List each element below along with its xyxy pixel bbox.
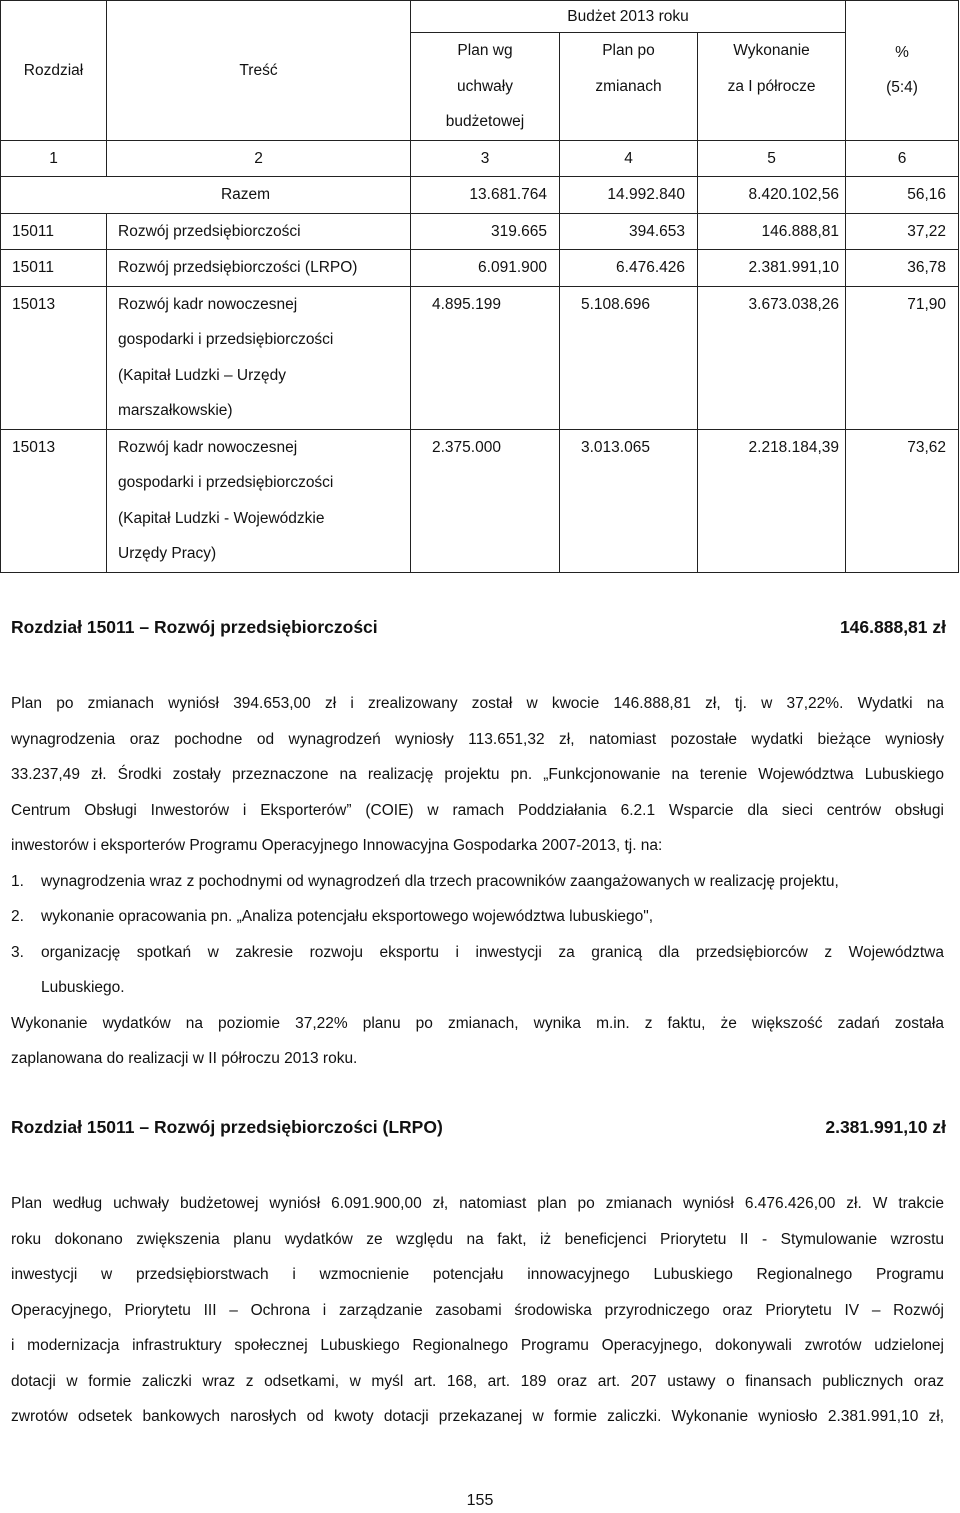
list-item xyxy=(11,935,944,1006)
row-plan: 2.375.000 xyxy=(411,429,560,572)
header-rozdzial: Rozdział xyxy=(1,1,107,141)
total-row xyxy=(1,177,959,214)
header-plan-zmian-line-2: zmianach xyxy=(595,77,662,95)
col-number: 3 xyxy=(411,140,560,177)
total-plan: 13.681.764 xyxy=(411,177,560,214)
header-wykonanie-line-2: za I półrocze xyxy=(727,77,816,95)
row-tresc-line: Rozwój kadr nowoczesnej xyxy=(118,295,298,313)
list-text: Lubuskiego. xyxy=(41,979,125,996)
list-text: wynagrodzenia wraz z pochodnymi od wynagrodzeń dla trzech pracowników zaangażowanych w realizację projektu, xyxy=(41,872,839,890)
section2-line: Plan według uchwały budżetowej wyniósł 6.091.900,00 zł, natomiast plan po zmianach wyniósł 6.476.426,00 zł. W trakcie xyxy=(11,1195,944,1212)
section2-line: i modernizacja infrastruktury społecznej Lubuskiego Regionalnego Programu Operacyjnego, dokonywali zwrotów udzielonej xyxy=(11,1337,944,1354)
section2-line: zwrotów odsetek bankowych narosłych od kwoty dotacji przekazanej w formie zaliczki. Wykonanie wyniosło 2.381.991,10 zł, xyxy=(11,1408,944,1425)
header-tresc: Treść xyxy=(107,1,411,141)
section1-title: Rozdział 15011 – Rozwój przedsiębiorczości xyxy=(11,617,378,637)
list-item xyxy=(11,899,944,935)
list-marker: 2. xyxy=(11,908,24,925)
row-tresc-line: marszałkowskie) xyxy=(118,402,233,419)
table-row xyxy=(1,213,959,250)
row-plan: 4.895.199 xyxy=(411,286,560,429)
row-tresc: Rozwój przedsiębiorczości xyxy=(107,213,411,250)
section1-line: 33.237,49 zł. Środki zostały przeznaczone na realizację projektu pn. „Funkcjonowanie na terenie Województwa Lubuskiego xyxy=(11,766,944,783)
section2-line: roku dokonano zwiększenia planu wydatków ze względu na fakt, iż beneficjenci Priorytetu II - Stymulowanie wzrostu xyxy=(11,1230,944,1248)
section2-line: Operacyjnego, Priorytetu III – Ochrona i zarządzanie zasobami środowiska przyrodniczego oraz Priorytetu IV – Rozwój xyxy=(11,1301,944,1319)
row-tresc xyxy=(107,429,411,572)
section2-amount: 2.381.991,10 zł xyxy=(825,1117,946,1137)
section1-line: wynagrodzenia oraz pochodne od wynagrodzeń wyniosły 113.651,32 zł, natomiast pozostałe wydatki bieżące wyniosły xyxy=(11,730,944,748)
section1-line: Plan po zmianach wyniósł 394.653,00 zł i zrealizowany został w kwocie 146.888,81 zł, tj. w 37,22%. Wydatki na xyxy=(11,695,944,712)
row-plan: 6.091.900 xyxy=(411,250,560,287)
row-rozdzial: 15013 xyxy=(1,429,107,572)
row-wykonanie: 3.673.038,26 xyxy=(698,286,846,429)
header-percent xyxy=(846,1,959,141)
row-rozdzial: 15011 xyxy=(1,250,107,287)
row-plan-zmian: 3.013.065 xyxy=(560,429,698,572)
section1-closing-line: Wykonanie wydatków na poziomie 37,22% planu po zmianach, wynika m.in. z faktu, że większość zadań została xyxy=(11,1014,944,1032)
list-marker: 1. xyxy=(11,872,24,890)
header-wykonanie xyxy=(698,33,846,141)
col-number: 4 xyxy=(560,140,698,177)
row-tresc-line: (Kapitał Ludzki – Urzędy xyxy=(118,366,286,384)
row-wykonanie: 2.381.991,10 xyxy=(698,250,846,287)
row-tresc xyxy=(107,286,411,429)
header-percent-line-1: % xyxy=(895,43,909,61)
row-rozdzial: 15011 xyxy=(1,213,107,250)
section1-body xyxy=(11,686,944,1077)
section2-heading xyxy=(11,1117,946,1138)
section1-amount: 146.888,81 zł xyxy=(839,617,946,637)
row-plan-zmian: 394.653 xyxy=(560,213,698,250)
section1-closing-line: zaplanowana do realizacji w II półroczu 2013 roku. xyxy=(11,1050,358,1067)
list-text: wykonanie opracowania pn. „Analiza potencjału eksportowego województwa lubuskiego", xyxy=(41,908,654,925)
row-tresc-line: gospodarki i przedsiębiorczości xyxy=(118,331,334,348)
list-text-block xyxy=(41,935,944,1006)
section2-title: Rozdział 15011 – Rozwój przedsiębiorczości (LRPO) xyxy=(11,1117,443,1137)
row-plan-zmian: 6.476.426 xyxy=(560,250,698,287)
row-percent: 73,62 xyxy=(846,429,959,572)
total-wykonanie: 8.420.102,56 xyxy=(698,177,846,214)
row-plan: 319.665 xyxy=(411,213,560,250)
row-tresc-line: (Kapitał Ludzki - Wojewódzkie xyxy=(118,509,325,527)
section1-line: inwestorów i eksporterów Programu Operacyjnego Innowacyjna Gospodarka 2007-2013, tj. na: xyxy=(11,837,663,854)
row-percent: 37,22 xyxy=(846,213,959,250)
numbering-row xyxy=(1,140,959,177)
row-wykonanie: 146.888,81 xyxy=(698,213,846,250)
section1-heading xyxy=(11,617,946,638)
row-tresc: Rozwój przedsiębiorczości (LRPO) xyxy=(107,250,411,287)
total-percent: 56,16 xyxy=(846,177,959,214)
section2-line: inwestycji w przedsiębiorstwach i wzmocnienie potencjału innowacyjnego Lubuskiego Regionalnego Programu xyxy=(11,1266,944,1283)
header-row-1 xyxy=(1,1,959,33)
col-number: 2 xyxy=(107,140,411,177)
table-row xyxy=(1,286,959,429)
row-rozdzial: 15013 xyxy=(1,286,107,429)
row-percent: 71,90 xyxy=(846,286,959,429)
header-plan-uchwaly-line-3: budżetowej xyxy=(445,113,525,130)
table-row xyxy=(1,250,959,287)
header-plan-zmian xyxy=(560,33,698,141)
row-plan-zmian: 5.108.696 xyxy=(560,286,698,429)
col-number: 1 xyxy=(1,140,107,177)
total-label: Razem xyxy=(1,177,411,214)
row-percent: 36,78 xyxy=(846,250,959,287)
list-item xyxy=(11,864,944,900)
table-row xyxy=(1,429,959,572)
header-plan-uchwaly-line-2: uchwały xyxy=(457,77,513,95)
list-text: organizację spotkań w zakresie rozwoju eksportu i inwestycji za granicą dla przedsiębiorców z Województwa xyxy=(41,943,944,961)
header-plan-uchwaly xyxy=(411,33,560,141)
header-budget-group: Budżet 2013 roku xyxy=(411,1,846,33)
col-number: 5 xyxy=(698,140,846,177)
col-number: 6 xyxy=(846,140,959,177)
row-tresc-line: Rozwój kadr nowoczesnej xyxy=(118,438,298,456)
budget-table xyxy=(0,0,959,573)
row-tresc-line: Urzędy Pracy) xyxy=(118,545,217,562)
row-wykonanie: 2.218.184,39 xyxy=(698,429,846,572)
section2-line: dotacji w formie zaliczki wraz z odsetkami, w myśl art. 168, art. 189 oraz art. 207 ustawy o finansach publicznych oraz xyxy=(11,1372,944,1390)
total-plan-zmian: 14.992.840 xyxy=(560,177,698,214)
header-percent-line-2: (5:4) xyxy=(886,79,918,97)
row-tresc-line: gospodarki i przedsiębiorczości xyxy=(118,474,334,491)
header-plan-uchwaly-line-1: Plan wg xyxy=(457,42,513,59)
header-plan-zmian-line-1: Plan po xyxy=(602,42,655,59)
section2-body xyxy=(11,1186,944,1435)
page-number: 155 xyxy=(466,1492,494,1509)
section1-line: Centrum Obsługi Inwestorów i Eksporterów” (COIE) w ramach Poddziałania 6.2.1 Wsparcie dla sieci centrów obsługi xyxy=(11,801,944,819)
list-marker: 3. xyxy=(11,943,24,961)
header-wykonanie-line-1: Wykonanie xyxy=(733,42,810,59)
